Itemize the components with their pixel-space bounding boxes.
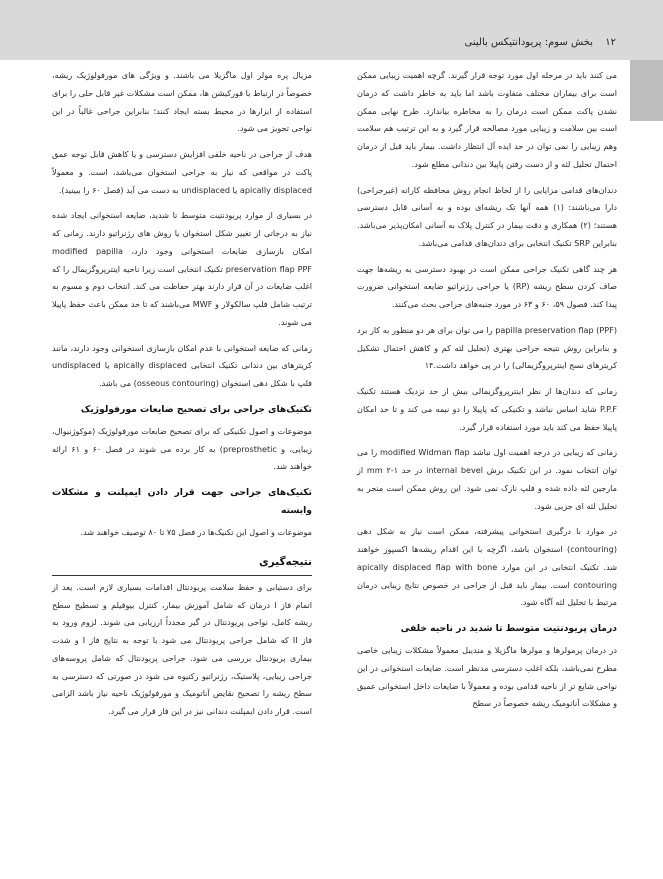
paragraph: هر چند گاهی تکنیک جراحی ممکن است در بهبود دسترسی به ریشه‌ها جهت صاف کردن سطح ریشه (RP) یا جراحی رژنراتیو ضایعه استخوانی ضرورت پیدا کند. فصول ۵۹، ۶۰ و ۶۳ در مورد جنبه‌های جراحی بحث می‌کنند. (357, 263, 617, 309)
conclusion-heading: نتیجه‌گیری (52, 552, 312, 576)
page-number: ۱۲ (605, 37, 616, 48)
paragraph: موضوعات و اصول تکنیکی که برای تصحیح ضایعات مورفولوژیک (موکوژنیوال، زیبایی، و preprosthetic) به کار برده می شوند در فصل ۶۰ و ۶۱ ارائه خواهند شد. (52, 425, 312, 472)
paragraph: برای دستیابی و حفظ سلامت پریودنتال اقدامات بسیاری لازم است. یعد از اتمام فاز I درمان که شامل آموزش بیمار، کنترل بیوفیلم و تسطیح سطح ریشه کامل، نواحی پریودنتال در گیر مجدداً ارزیابی می شوند. لزوم ورود به فاز II که شامل جراحی پریودنتال می شود با توجه به نتایج فاز I و شدت بیماری پریودنتال بررسی می شود. جراحی پریودنتال که شامل پروسه‌های جراحی زیبایی، پلاستیک، رژنراتیو رکتیوه می شود در صورتی که دسترسی به سطح ریشه را تصحیح نقایص آناتومیک و مورفولوژیک ناحیه نیاز باشد الزامی است. قرار دادن ایمپلنت دندانی نیز در این فاز قرار می گیرد. (52, 581, 312, 716)
section-heading: تکنیک‌های جراحی جهت قرار دادن ایمپلنت و مشکلات وابسته (52, 487, 312, 516)
page-header-band (0, 0, 663, 60)
paragraph: زمانی که زیبایی در درجه اهمیت اول نباشد modified Widman flap را می توان انتخاب نمود. در این تکنیک برش internal bevel در حد ۱-۲ mm از مارجین لثه داده شده و فلپ نازک نمی شود. این روش ممکن است منجر به تحلیل لثه ای جزیی شود. (357, 447, 618, 511)
paragraph: زمانی که دندان‌ها از نظر اینترپروگزیمالی بیش از حد نزدیک هستند تکنیک P.P.F شاید اساس نباشد و تکنیکی که پاپیلا را دو نیمه می کند و تا حد امکان پاپیلا حفظ می کند باید مورد استفاده قرار گیرد. (357, 386, 617, 432)
paragraph: موضوعات و اصول این تکنیک‌ها در فصل ۷۵ تا ۸۰ توصیف خواهند شد. (80, 527, 312, 537)
paragraph: زمانی که ضایعه استخوانی با عدم امکان بازسازی استخوانی وجود دارند، مانند کریترهای بین دندانی تکنیک انتخابی apically displaced یا undisplaced فلپ با شکل دهی استخوان (osseous contouring) می باشد. (52, 342, 312, 388)
paragraph: در درمان پرمولرها و مولرها ماگزیلا و مندیبل معمولاً مشکلات زیبایی خاصی مطرح نمی‌باشد، بلکه اغلب دسترسی مدنظر است. ضایعات استخوانی در این نواحی شایع تر از ناحیه قدامی بوده و معمولاً با ضایعات داخل استخوانی عمیق و مشکلات آناتومیک ریشه خصوصاً در سطح (357, 645, 617, 709)
text-column-left (52, 67, 312, 729)
paragraph: مزیال پره مولر اول ماگزیلا می باشند. و ویژگی های مورفولوژیک ریشه، خصوصاً در ارتباط با فورکیشن ها، ممکن است مشکلات غیر قابل حلی را برای استفاده از ابزارها در محیط بسته ایجاد کنند؛ بنابراین جراحی غالباً در این نواحی تجویز می شود. (52, 70, 312, 134)
paragraph: در موارد با درگیری استخوانی پیشرفته، ممکن است نیاز به شکل دهی (contouring) استخوان باشد، اگرچه با این اقدام ریشه‌ها اکسپوز خواهند شد. تکنیک انتخابی در این موارد apically displaced flap with bone contouring است. بیمار باید قبل از جراحی در خصوص نتایج زیبایی درمان مرتبط با تحلیل لثه آگاه شود. (357, 526, 617, 608)
text-column-right (357, 67, 617, 721)
chapter-title: بخش سوم: پریودانتیکس بالینی (464, 37, 593, 48)
chapter-side-tab (630, 60, 663, 121)
section-heading: درمان پریودنتیت متوسط تا شدید در ناحیه خلفی (400, 623, 617, 634)
section-heading: تکنیک‌های جراحی برای تصحیح ضایعات مورفولوژیک (80, 403, 312, 415)
paragraph: دندان‌های قدامی مزایایی را از لحاظ انجام روش محافظه کارانه (غیرجراحی) دارا می‌باشند: (۱) همه آنها تک ریشه‌ای بوده و به آسانی قابل دسترسی هستند؛ (۲) همکاری و دقت بیمار در کنترل پلاک به آسانی امکان‌پذیر می‌باشد. بنابراین SRP تکنیک انتخابی برای دندان‌های قدامی می‌باشد. (357, 184, 617, 248)
paragraph: در بسیاری از موارد پریودنتیت متوسط تا شدید، ضایعه استخوانی ایجاد شده نیاز به درجاتی از تغییر شکل استخوان یا روش های رژنراتیو دارند. زمانی که امکان بازسازی ضایعات استخوانی وجود دارد، modified papilla preservation flap PPF تکنیک انتخابی است زیرا ناحیه اینترپروگزیمال را که اغلب ضایعات در آن قرار دارند بهتر حفاظت می کند. انتخاب دوم و مسوم به ترتیب شامل فلپ سالکولار و MWF می‌باشند که تا حد ممکن باعث حفظ پاپیلا می شوند. (52, 210, 313, 327)
paragraph: می کنند باید در مرحله اول مورد توجه قرار گیرند. گرچه اهمیت زیبایی ممکن است برای بیماران مختلف متفاوت باشد اما باید به خاطر داشت که درمان نشدن پاکت ممکن است درمان را به مخاطره بیاندازد. طرح نهایی ممکن است بین سلامت و زیبایی مورد مصالحه قرار گیرد و به این ترتیب هم سلامت وهم زیبایی را نمی توان در حد ایده آل انتظار داشت. بیمار باید قبل از درمان احتمال تحلیل لثه و از دست رفتن پاپیلا بین دندانی مطلع شود. (357, 70, 617, 169)
paragraph: (PPF) papilla preservation flap را می توان برای هر دو منظور به کار برد و بنابراین روش نتیجه جراحی بهتری (تحلیل لثه کم و کاهش احتمال تشکیل کریترهای نسج اینترپروگزیمالی) را در پی خواهد داشت.۱۴ (357, 324, 618, 371)
paragraph: هدف از جراحی در ناحیه خلفی افزایش دسترسی و یا کاهش قابل توجه عمق پاکت در مواقعی که نیاز به جراحی استخوان می‌باشد، است. و معمولاً apically displaced یا undisplaced به دست می آید (فصل ۶۰ را ببینید). (52, 149, 312, 195)
